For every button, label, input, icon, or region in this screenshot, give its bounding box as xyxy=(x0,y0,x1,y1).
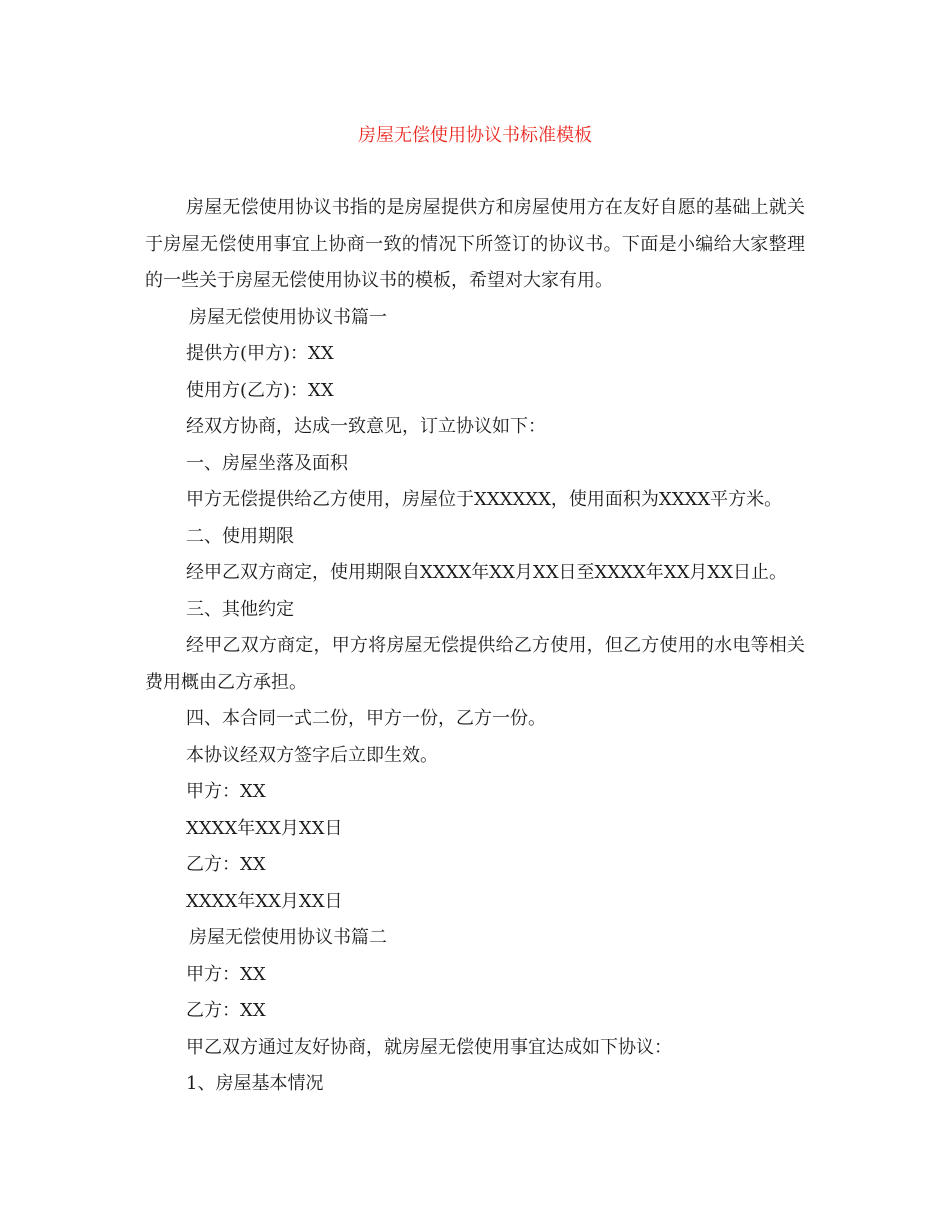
clause-text: 经甲乙双方商定，使用期限自XXXX年XX月XX日至XXXX年XX月XX日止。 xyxy=(186,562,788,583)
signature-party-b: 乙方：XX xyxy=(186,854,266,875)
signature-date: XXXX年XX月XX日 xyxy=(186,817,343,839)
section-heading: 房屋无偿使用协议书篇一 xyxy=(189,306,387,328)
clause-heading: 1、房屋基本情况 xyxy=(186,1073,324,1094)
intro-paragraph: 房屋无偿使用协议书指的是房屋提供方和房屋使用方在友好自愿的基础上就关于房屋无偿使用事宜上协商一致的情况下所签订的协议书。下面是小编给大家整理的一些关于房屋无偿使用协议书的模板，希望对大家有用。 xyxy=(145,197,805,291)
clause-text: 四、本合同一式二份，甲方一份，乙方一份。 xyxy=(186,708,546,729)
agreement-intro: 经双方协商，达成一致意见，订立协议如下： xyxy=(186,416,546,437)
party-b-line: 乙方：XX xyxy=(186,1000,266,1021)
clause-text: 经甲乙双方商定，甲方将房屋无偿提供给乙方使用，但乙方使用的水电等相关费用概由乙方承担。 xyxy=(145,635,805,693)
party-b-line: 使用方(乙方)：XX xyxy=(186,379,334,401)
document-title: 房屋无偿使用协议书标准模板 xyxy=(358,125,592,146)
clause-text: 甲方无偿提供给乙方使用，房屋位于XXXXXX，使用面积为XXXX平方米。 xyxy=(186,489,783,510)
effective-statement: 本协议经双方签字后立即生效。 xyxy=(186,744,438,766)
clause-heading: 二、使用期限 xyxy=(186,525,294,547)
signature-date: XXXX年XX月XX日 xyxy=(186,890,343,912)
agreement-intro: 甲乙双方通过友好协商，就房屋无偿使用事宜达成如下协议： xyxy=(186,1036,672,1058)
signature-party-a: 甲方：XX xyxy=(186,781,266,802)
section-heading: 房屋无偿使用协议书篇二 xyxy=(189,927,387,948)
clause-heading: 一、房屋坐落及面积 xyxy=(186,452,348,474)
party-a-line: 甲方：XX xyxy=(186,963,266,985)
party-a-line: 提供方(甲方)：XX xyxy=(186,343,334,364)
document-body xyxy=(145,190,805,1103)
clause-heading: 三、其他约定 xyxy=(186,598,294,620)
